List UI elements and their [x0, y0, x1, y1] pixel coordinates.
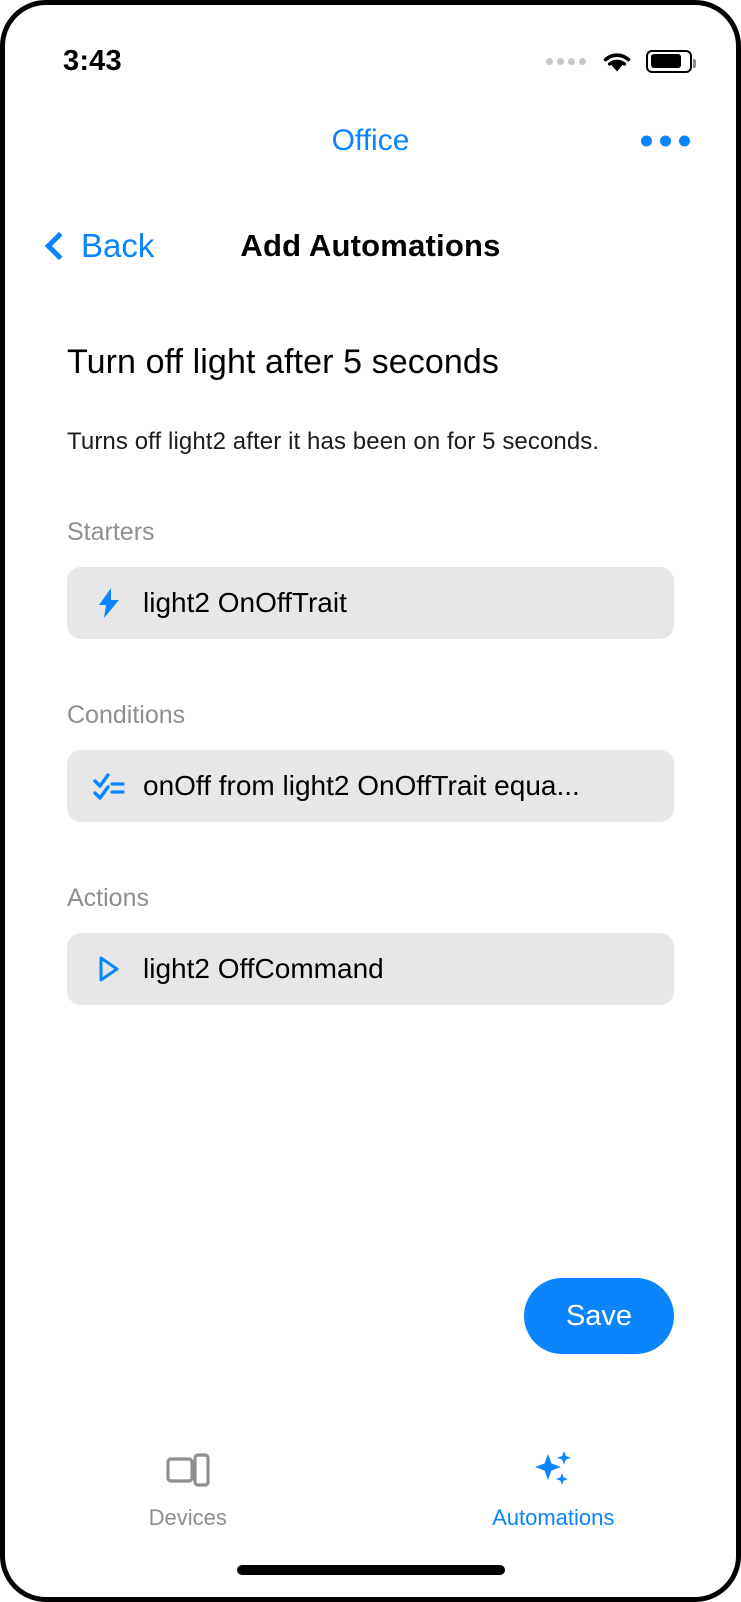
section-actions — [67, 884, 674, 1005]
action-chip[interactable] — [67, 933, 674, 1005]
screen-title: Add Automations — [240, 228, 501, 263]
condition-chip-label: onOff from light2 OnOffTrait equa... — [143, 770, 580, 801]
sub-header — [5, 201, 736, 291]
page-title: Office — [331, 124, 410, 157]
checklist-icon — [93, 772, 125, 800]
more-horizontal-icon[interactable] — [637, 126, 694, 157]
save-button[interactable]: Save — [524, 1278, 674, 1354]
devices-icon — [165, 1447, 211, 1495]
section-label-actions: Actions — [67, 884, 149, 912]
bolt-icon — [93, 587, 125, 619]
automation-description: Turns off light2 after it has been on for 5 seconds. — [67, 428, 600, 455]
chevron-left-icon — [45, 232, 73, 260]
sparkles-icon — [529, 1447, 577, 1495]
section-starters — [67, 518, 674, 639]
back-button[interactable] — [49, 227, 154, 265]
tab-automations-label: Automations — [492, 1505, 615, 1530]
section-conditions — [67, 701, 674, 822]
section-label-starters: Starters — [67, 518, 155, 546]
status-bar — [5, 5, 736, 93]
action-chip-label: light2 OffCommand — [143, 953, 384, 984]
status-indicators — [546, 49, 692, 74]
starter-chip[interactable] — [67, 567, 674, 639]
condition-chip[interactable] — [67, 750, 674, 822]
wifi-icon — [600, 49, 634, 74]
play-triangle-icon — [93, 955, 125, 983]
automation-name: Turn off light after 5 seconds — [67, 343, 500, 381]
section-label-conditions: Conditions — [67, 701, 186, 729]
automation-detail — [5, 325, 736, 1397]
home-indicator[interactable] — [237, 1565, 505, 1575]
starter-chip-label: light2 OnOffTrait — [143, 587, 347, 618]
app-header — [5, 101, 736, 181]
status-time: 3:43 — [63, 44, 122, 77]
back-button-label: Back — [81, 227, 155, 264]
battery-icon — [646, 50, 692, 73]
signal-dots-icon — [546, 58, 586, 65]
tab-devices-label: Devices — [148, 1505, 227, 1530]
